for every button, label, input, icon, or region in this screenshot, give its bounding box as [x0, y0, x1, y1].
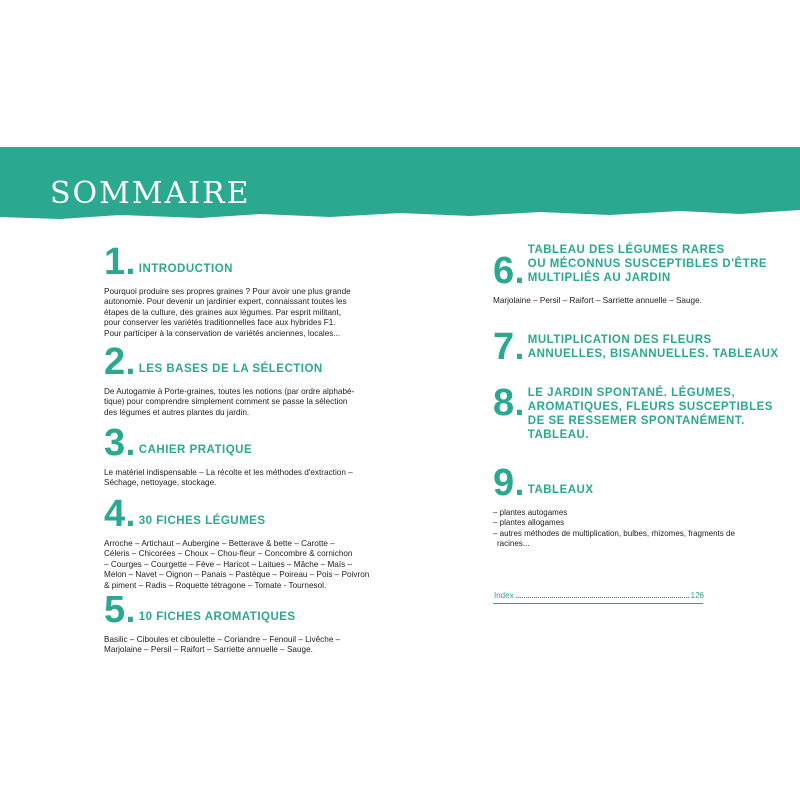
- index-underline: [493, 603, 703, 604]
- section-7: [493, 326, 779, 368]
- section-title: INTRODUCTION: [138, 263, 233, 275]
- section-title: TABLEAUX: [527, 484, 594, 496]
- section-number: 7: [493, 326, 515, 368]
- section-5: [104, 589, 374, 656]
- index-label: Index: [494, 591, 514, 600]
- section-6: [493, 243, 773, 306]
- section-8: [493, 382, 773, 445]
- dot-leader: [516, 591, 689, 598]
- section-body: – plantes autogames – plantes allogames – autres méthodes de multiplication, bulbes, rhizomes, fragments de racines...: [493, 508, 735, 549]
- section-9: [493, 462, 783, 550]
- section-body: Arroche – Artichaut – Aubergine – Betterave & bette – Carotte – Céleris – Chicorées – Choux – Chou-fleur – Concombre & cornichon – Courges – Courgette – Fève – Haricot – Laitues – Mâche – Maïs – Melon – Navet – Oignon – Panais – Pastèque – Poireau – Pois – Poivron & piment – Radis – Roquette tétragone – Tomate - Tournesol.: [104, 539, 370, 590]
- section-title: MULTIPLICATION DES FLEURS ANNUELLES, BISANNUELLES. TABLEAUX: [527, 334, 779, 360]
- section-title: LES BASES DE LA SÉLECTION: [138, 363, 323, 375]
- section-body: Basilic – Ciboules et ciboulette – Coriandre – Fenouil – Livêche – Marjolaine – Persil – Raifort – Sarriette annuelle – Sauge.: [104, 635, 341, 655]
- section-body: De Autogamie à Porte-graines, toutes les notions (par ordre alphabé- tique) pour comprendre simplement comment se passe la sélection des légumes et autres plantes du jardin.: [104, 387, 355, 417]
- section-dot: .: [514, 389, 525, 422]
- section-2: [104, 341, 374, 418]
- section-dot: .: [514, 257, 525, 290]
- section-dot: .: [125, 500, 136, 533]
- section-number: 2: [104, 341, 126, 383]
- section-title: TABLEAU DES LÉGUMES RARES OU MÉCONNUS SUSCEPTIBLES D'ÊTRE MULTIPLIÉS AU JARDIN: [527, 244, 768, 284]
- index-page: 126: [690, 591, 704, 600]
- section-dot: .: [514, 469, 525, 502]
- section-title: 10 FICHES AROMATIQUES: [138, 611, 296, 623]
- section-title: CAHIER PRATIQUE: [138, 444, 253, 456]
- section-number: 5: [104, 589, 126, 631]
- section-body: Le matériel indispensable – La récolte et les méthodes d'extraction – Séchage, nettoyage, stockage.: [104, 468, 353, 488]
- section-number: 8: [493, 382, 515, 424]
- section-number: 9: [493, 462, 515, 504]
- section-dot: .: [125, 429, 136, 462]
- section-number: 6: [493, 250, 515, 292]
- index-entry[interactable]: [494, 591, 704, 600]
- section-title: LE JARDIN SPONTANÉ. LÉGUMES, AROMATIQUES, FLEURS SUSCEPTIBLES DE SE RESSEMER SPONTANÉMENT. TABLEAU.: [527, 387, 773, 441]
- section-body: Marjolaine – Persil – Raifort – Sarriette annuelle – Sauge.: [493, 296, 702, 305]
- section-title: 30 FICHES LÉGUMES: [138, 515, 266, 527]
- section-1: [104, 241, 374, 339]
- section-dot: .: [514, 333, 525, 366]
- section-body: Pourquoi produire ses propres graines ? Pour avoir une plus grande autonomie. Pour devenir un jardinier expert, connaissant toutes les étapes de la culture, des graines aux légumes. Par esprit militant, pour conserver les variétés traditionnelles face aux hybrides F1. Pour participer à la conservation de variétés anciennes, locales...: [104, 287, 351, 338]
- section-number: 4: [104, 493, 126, 535]
- section-number: 1: [104, 241, 126, 283]
- page-title: SOMMAIRE: [50, 176, 251, 211]
- section-number: 3: [104, 422, 126, 464]
- section-dot: .: [125, 248, 136, 281]
- section-4: [104, 493, 374, 591]
- section-3: [104, 422, 374, 489]
- section-dot: .: [125, 348, 136, 381]
- section-dot: .: [125, 596, 136, 629]
